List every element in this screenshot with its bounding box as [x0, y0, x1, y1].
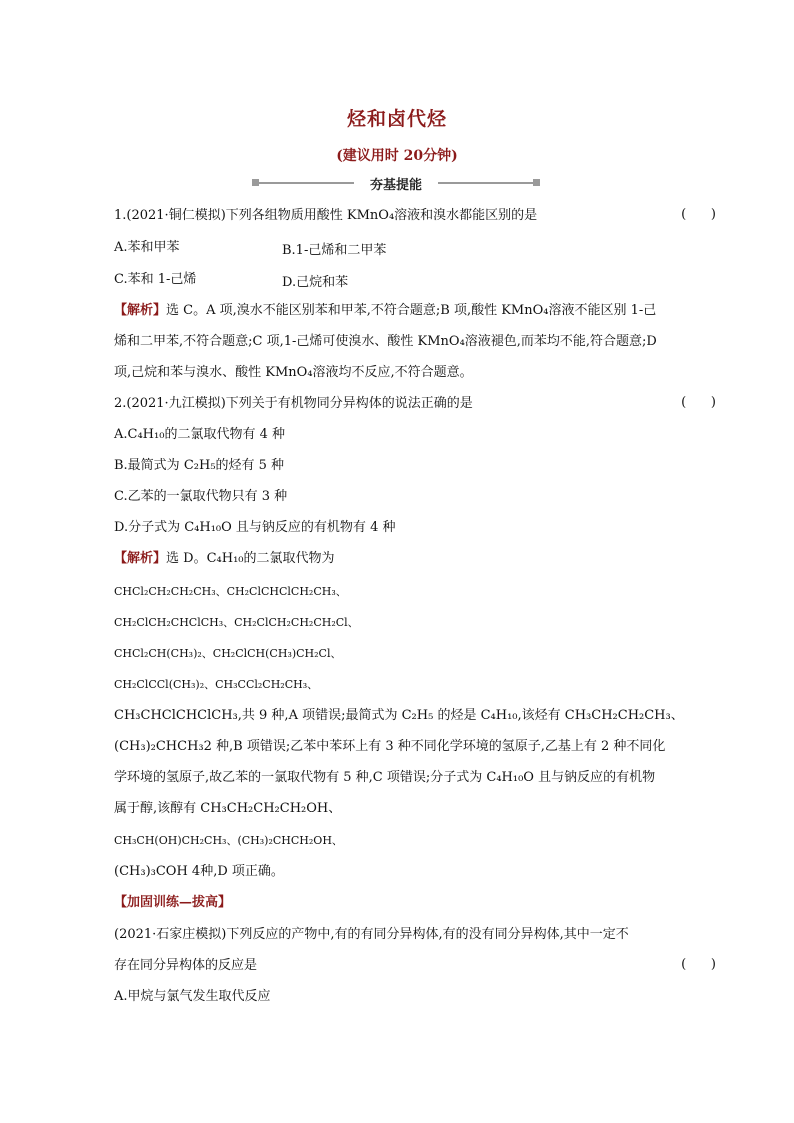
q1-stem: 1.(2021·铜仁模拟)下列各组物质用酸性 KMnO₄溶液和溴水都能区别的是	[114, 208, 538, 223]
q1-option-b: B.1-己烯和二甲苯	[282, 243, 387, 258]
q2-formula-line-1: CHCl₂CH₂CH₂CH₃、CH₂ClCHClCH₂CH₃、	[114, 585, 347, 598]
q1-analysis-text: 选 C。A 项,溴水不能区别苯和甲苯,不符合题意;B 项,酸性 KMnO₄溶液不能区别 1-己	[166, 303, 657, 318]
q1-option-d: D.己烷和苯	[282, 275, 349, 290]
page-title: 烃和卤代烃	[346, 108, 447, 130]
q1-option-c: C.苯和 1-己烯	[114, 272, 197, 287]
q2-analysis-line-6: (CH₃)₂CHCH₃2 种,B 项错误;乙苯中苯环上有 3 种不同化学环境的氢原子,乙基上有 2 种不同化	[114, 739, 666, 754]
q1-analysis-tag: 【解析】	[114, 303, 167, 318]
q2-option-c: C.乙苯的一氯取代物只有 3 种	[114, 489, 288, 504]
q2-option-b: B.最简式为 C₂H₅的烃有 5 种	[114, 458, 285, 473]
section-header	[252, 172, 540, 194]
q3-tag: 【加固训练—拔高】	[114, 895, 232, 910]
q1-answer-paren: ( )	[681, 207, 716, 222]
q2-option-d: D.分子式为 C₄H₁₀O 且与钠反应的有机物有 4 种	[114, 520, 396, 535]
q2-analysis-tag: 【解析】	[114, 551, 167, 566]
q2-option-a: A.C₄H₁₀的二氯取代物有 4 种	[114, 427, 285, 442]
q3-answer-paren: ( )	[681, 957, 716, 972]
q2-analysis-text: 选 D。C₄H₁₀的二氯取代物为	[166, 551, 335, 566]
q2-analysis-line-9: CH₃CH(OH)CH₂CH₃、(CH₃)₂CHCH₂OH、	[114, 834, 343, 847]
q2-formula-line-3: CHCl₂CH(CH₃)₂、CH₂ClCH(CH₃)CH₂Cl、	[114, 647, 342, 660]
q1-analysis-line-2: 烯和二甲苯,不符合题意;C 项,1-己烯可使溴水、酸性 KMnO₄溶液褪色,而苯均不能,符合题意;D	[114, 334, 657, 349]
section-label: 夯基提能	[369, 178, 422, 193]
q2-analysis-line-7: 学环境的氢原子,故乙苯的一氯取代物有 5 种,C 项错误;分子式为 C₄H₁₀O 且与钠反应的有机物	[114, 770, 656, 785]
q2-analysis-line-1	[114, 550, 335, 568]
q2-stem: 2.(2021·九江模拟)下列关于有机物同分异构体的说法正确的是	[114, 396, 473, 411]
q2-analysis-line-8: 属于醇,该醇有 CH₃CH₂CH₂CH₂OH、	[114, 801, 342, 816]
q3-stem-line-2: 存在同分异构体的反应是	[114, 958, 258, 973]
q1-analysis-line-3: 项,己烷和苯与溴水、酸性 KMnO₄溶液均不反应,不符合题意。	[114, 365, 473, 380]
section-left-rule	[258, 182, 354, 184]
q1-option-a: A.苯和甲苯	[114, 240, 180, 255]
q3-option-a: A.甲烷与氯气发生取代反应	[114, 989, 271, 1004]
q2-formula-line-4: CH₂ClCCl(CH₃)₂、CH₃CCl₂CH₂CH₃、	[114, 678, 319, 691]
q3-stem-line-1: (2021·石家庄模拟)下列反应的产物中,有的有同分异构体,有的没有同分异构体,其中一定不	[114, 927, 629, 942]
time-suggestion: (建议用时 20分钟)	[336, 148, 458, 164]
section-right-marker	[533, 179, 540, 186]
q1-analysis-line-1	[114, 302, 656, 320]
q2-analysis-line-10: (CH₃)₃COH 4种,D 项正确。	[114, 864, 284, 879]
section-right-rule	[438, 182, 534, 184]
q2-answer-paren: ( )	[681, 395, 716, 410]
q2-formula-line-2: CH₂ClCH₂CHClCH₃、CH₂ClCH₂CH₂CH₂Cl、	[114, 616, 359, 629]
q2-analysis-line-5: CH₃CHClCHClCH₃,共 9 种,A 项错误;最简式为 C₂H₅ 的烃是 C₄H₁₀,该烃有 CH₃CH₂CH₂CH₃、	[114, 708, 684, 723]
